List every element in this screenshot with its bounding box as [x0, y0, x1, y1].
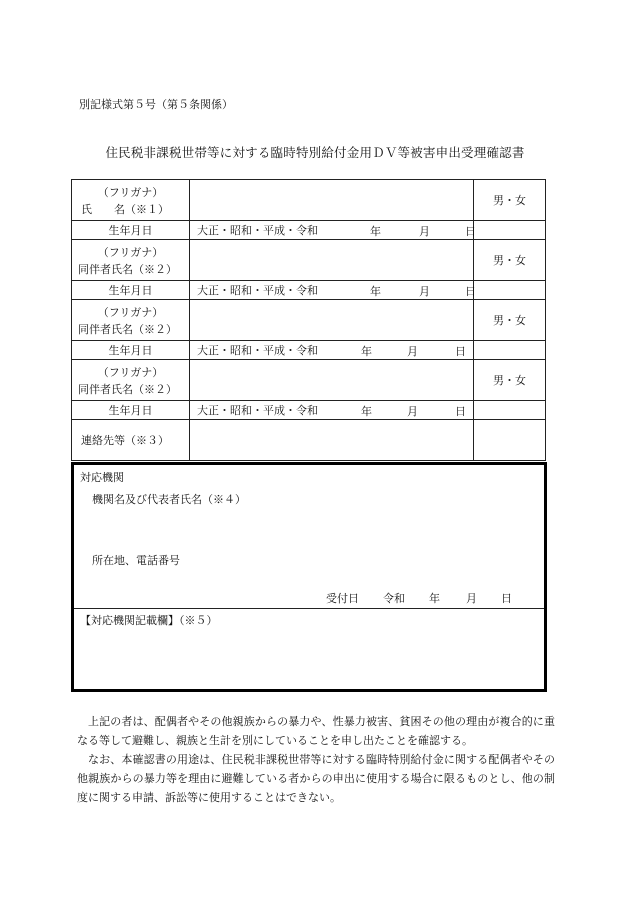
dob-label: 生年月日: [72, 341, 190, 360]
furigana-label: （フリガナ）: [97, 186, 164, 199]
companion-name-label-cell: [72, 240, 190, 281]
confirmation-paragraph: 上記の者は、配偶者やその他親族からの暴力や、性暴力被害、貧困その他の理由が複合的に重なる等して避難し、親族と生計を別にしていることを申し出たことを確認する。: [77, 715, 555, 747]
era-options: 大正・昭和・平成・令和: [197, 284, 318, 297]
applicant-name-label-cell: [72, 180, 190, 221]
contact-row: [72, 420, 546, 461]
companion-name-label: 同伴者氏名（※２）: [78, 323, 177, 336]
companion-sex-field[interactable]: 男・女: [474, 360, 546, 401]
document-title: 住民税非課税世帯等に対する臨時特別給付金用ＤＶ等被害申出受理確認書: [105, 145, 525, 160]
dob-label: 生年月日: [72, 221, 190, 240]
companion-dob-row: [72, 401, 546, 420]
dob-label: 生年月日: [72, 401, 190, 420]
day-label: 日: [455, 345, 466, 358]
companion-name-label-cell: [72, 300, 190, 341]
companion-sex-field[interactable]: 男・女: [474, 300, 546, 341]
era-options: 大正・昭和・平成・令和: [197, 404, 318, 417]
companion-dob-field[interactable]: [190, 341, 474, 360]
companion-sex-field[interactable]: 男・女: [474, 240, 546, 281]
companion-dob-row: [72, 341, 546, 360]
month-label: 月: [419, 225, 430, 238]
month-label: 月: [407, 405, 418, 418]
received-year: 年: [429, 592, 440, 605]
contact-label: 連絡先等（※３）: [72, 420, 190, 461]
companion-dob-field[interactable]: [190, 281, 474, 300]
furigana-label: （フリガナ）: [97, 306, 164, 319]
applicant-sex-field[interactable]: 男・女: [474, 180, 546, 221]
agency-name-label: 機関名及び代表者氏名（※４）: [92, 493, 246, 506]
companion-name-field[interactable]: [190, 240, 474, 281]
companion-dob-blank: [474, 401, 546, 420]
furigana-label: （フリガナ）: [97, 246, 164, 259]
agency-address-label: 所在地、電話番号: [92, 554, 180, 567]
year-label: 年: [361, 345, 372, 358]
companion-name-row: [72, 300, 546, 341]
applicant-dob-field[interactable]: [190, 221, 474, 240]
name-label-shi: 氏: [81, 203, 92, 216]
companion-dob-row: [72, 281, 546, 300]
received-month: 月: [466, 592, 477, 605]
era-options: 大正・昭和・平成・令和: [197, 224, 318, 237]
applicant-table: [71, 179, 546, 461]
applicant-name-row: [72, 180, 546, 221]
agency-title: 対応機関: [80, 471, 124, 484]
contact-field[interactable]: [190, 420, 474, 461]
name-label: [81, 201, 169, 217]
companion-dob-blank: [474, 341, 546, 360]
day-label: 日: [465, 285, 476, 298]
contact-blank: [474, 420, 546, 461]
companion-dob-blank: [474, 281, 546, 300]
companion-name-field[interactable]: [190, 300, 474, 341]
year-label: 年: [370, 225, 381, 238]
applicant-dob-blank: [474, 221, 546, 240]
form-reference: 別記様式第５号（第５条関係）: [79, 98, 233, 111]
name-label-mei: 名（※１）: [114, 203, 169, 216]
agency-note-label: 【対応機関記載欄】（※５）: [80, 614, 218, 627]
dob-label: 生年月日: [72, 281, 190, 300]
companion-name-label: 同伴者氏名（※２）: [78, 383, 177, 396]
received-date-label: 受付日: [326, 592, 359, 605]
applicant-dob-row: [72, 221, 546, 240]
received-era: 令和: [383, 592, 405, 605]
year-label: 年: [361, 405, 372, 418]
era-options: 大正・昭和・平成・令和: [197, 344, 318, 357]
agency-section: [71, 462, 547, 692]
companion-name-label-cell: [72, 360, 190, 401]
companion-name-field[interactable]: [190, 360, 474, 401]
companion-dob-field[interactable]: [190, 401, 474, 420]
applicant-name-field[interactable]: [190, 180, 474, 221]
day-label: 日: [455, 405, 466, 418]
agency-divider: [74, 608, 544, 609]
month-label: 月: [419, 285, 430, 298]
companion-name-label: 同伴者氏名（※２）: [78, 263, 177, 276]
companion-name-row: [72, 360, 546, 401]
usage-paragraph: なお、本確認書の用途は、住民税非課税世帯等に対する臨時特別給付金に関する配偶者やその他親族からの暴力等を理由に避難している者からの申出に使用する場合に限るものとし、他の制度に関する申請、訴訟等に使用することはできない。: [77, 753, 555, 804]
year-label: 年: [370, 285, 381, 298]
received-day: 日: [501, 592, 512, 605]
companion-name-row: [72, 240, 546, 281]
furigana-label: （フリガナ）: [97, 366, 164, 379]
day-label: 日: [465, 225, 476, 238]
month-label: 月: [407, 345, 418, 358]
